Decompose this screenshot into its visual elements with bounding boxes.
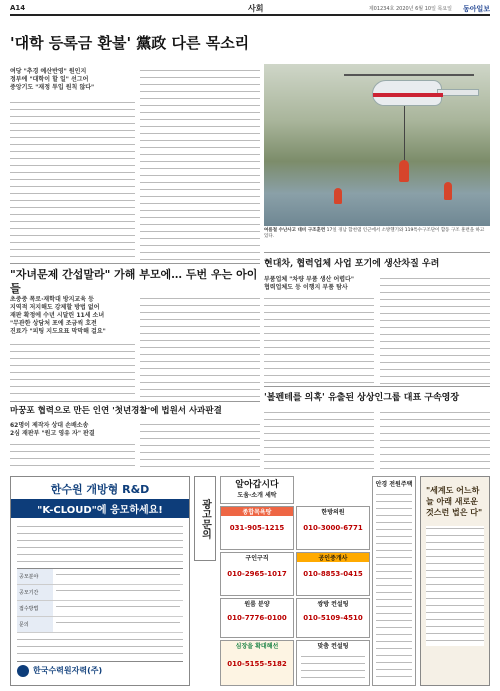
classified-label: 쌍방 컨설팅	[317, 601, 349, 608]
article5-body-col1	[10, 442, 135, 472]
classified-phone: 010-8853-0415	[303, 570, 363, 578]
ad-table-row	[17, 569, 183, 585]
subhead-line: 정부에 "대학이 할 일" 선그어	[10, 76, 89, 83]
helicopter	[372, 80, 442, 106]
subhead-line: 초중중 폭로·재학대 방지교육 등	[10, 296, 94, 303]
article5-subhead	[10, 422, 135, 438]
classified-cell[interactable]	[220, 506, 294, 550]
classified-phone: 010-7776-0100	[227, 614, 287, 622]
classifieds-block	[220, 476, 370, 686]
ad-table-row	[17, 585, 183, 601]
rescuer-figure	[399, 160, 409, 182]
classified-phone: 010-5109-4510	[303, 614, 363, 622]
ad-row-label: 공모분야	[17, 569, 53, 584]
article3-body-col1	[264, 296, 374, 384]
ad-title: 한수원 개방형 R&D	[50, 483, 150, 496]
classified-cell[interactable]	[220, 640, 294, 686]
classified-phone: 031-905-1215	[229, 524, 285, 532]
classified-cell[interactable]	[296, 506, 370, 550]
article3-body-col2	[380, 276, 490, 384]
classified-cell[interactable]	[296, 640, 370, 686]
classified-phone: 010-3000-6771	[303, 524, 363, 532]
rescue-photo	[264, 64, 490, 226]
khnp-name: 한국수력원자력(주)	[33, 666, 103, 675]
classified-phone: 010-2965-1017	[227, 570, 287, 578]
article2-body-col1	[10, 342, 135, 398]
newspaper-logo: 동아일보	[462, 5, 490, 13]
ad-inquiry-label: 광고문의	[199, 498, 211, 539]
article1-body-col2	[140, 68, 260, 260]
classified-label: 원룸 분양	[244, 601, 270, 608]
article4-body-col2	[380, 410, 490, 472]
subhead-line: 중앙기도 "재정 투입 원칙 않다"	[10, 84, 95, 91]
article1-headline[interactable]: '대학 등록금 환불' 黨政 다른 목소리	[10, 34, 250, 52]
divider	[10, 401, 260, 402]
issue-date: 제01234호 2020년 6월 10일 목요일	[368, 6, 452, 12]
divider	[264, 252, 490, 253]
right-ad[interactable]	[420, 476, 490, 686]
subhead-line: 62명이 제작자 상대 손배소송	[10, 422, 89, 429]
classified-cell[interactable]	[220, 476, 294, 504]
classified-cell[interactable]	[220, 552, 294, 596]
divider	[10, 263, 260, 264]
classified-label: 한방의원	[321, 509, 345, 516]
helicopter-rotor	[344, 74, 474, 76]
subhead-line: 진료가 "피팅 지도요표 막막해 걸요"	[10, 328, 106, 335]
classified-label: 심장을 확대해선	[235, 643, 279, 650]
caption-lead: 여름철 수난사고 대비 구조훈련	[264, 228, 326, 233]
ad-row-label: 공모기간	[17, 585, 53, 600]
subhead-line: "무관한 상담처 포에 조금씩 호전	[10, 320, 97, 327]
article3-subhead	[264, 276, 374, 292]
ad-table-row	[17, 617, 183, 633]
subhead-line: 지역적 저지해도 강제할 방법 없어	[10, 304, 100, 311]
ad-row-label: 문의	[17, 617, 53, 632]
article5-body-col2	[140, 422, 260, 472]
article4-headline[interactable]: '볼펜테를 의혹' 유출된 상상인그룹 대표 구속영장	[264, 393, 460, 403]
kcloud-ad[interactable]	[10, 476, 190, 686]
housing-ad[interactable]	[372, 476, 416, 686]
subhead-line: 부품업체 "차량 부품 생산 어렵다"	[264, 276, 354, 283]
classified-phone: 010-5155-5182	[227, 660, 287, 668]
photo-caption	[264, 228, 490, 240]
article3-headline[interactable]: 현대차, 협력업체 사업 포기에 생산차질 우려	[264, 259, 440, 269]
ad-footer	[17, 661, 183, 679]
classified-label: 공인중개사	[297, 553, 369, 562]
classified-cell[interactable]	[220, 598, 294, 638]
classified-label: 종합목욕탕	[221, 507, 293, 516]
ad-table	[17, 568, 183, 633]
classified-label: 구인구직	[245, 555, 269, 562]
article2-body-col2	[140, 296, 260, 398]
subhead-line: 2심 재판부 "원고 영유 자" 판결	[10, 430, 95, 437]
article2-headline[interactable]: "자녀문제 간섭말라" 가해 부모에… 두번 우는 아이들	[10, 268, 258, 295]
article1-body-col1	[10, 100, 135, 260]
article1-subhead	[10, 68, 135, 92]
classified-cell[interactable]	[296, 598, 370, 638]
ad-row-label: 접수방법	[17, 601, 53, 616]
page-header	[10, 2, 490, 16]
ad-intro-text	[17, 524, 183, 564]
section-name: 사회	[248, 4, 264, 13]
housing-ad-title: 안경 전원주택	[375, 481, 413, 488]
right-ad-title: "세계도 어느하늘 아래 새로운 것스런 법은 다"	[426, 485, 483, 517]
ad-inquiry-column	[194, 476, 216, 561]
person-figure	[334, 188, 342, 204]
khnp-logo-icon	[17, 665, 29, 677]
classified-label: 도움·소개 세탁	[237, 492, 277, 499]
ad-subtitle: "K-CLOUD"에 응모하세요!	[11, 499, 189, 518]
article2-subhead	[10, 296, 135, 336]
classified-title: 알아갑시다	[235, 480, 279, 490]
person-figure	[444, 182, 452, 200]
page-number: A14	[10, 4, 26, 12]
ad-detail-text	[17, 637, 183, 659]
divider	[264, 386, 490, 387]
classified-label: 맞춤 컨설팅	[317, 643, 349, 650]
subhead-line: 협력업체도 등 이행지 부품 탐사	[264, 284, 348, 291]
ad-table-row	[17, 601, 183, 617]
classified-cell[interactable]	[296, 552, 370, 596]
caption-text: 17일 경남 합천댐 인근에서 소방헬기와 119특수구조단이 합동 구조 훈련을 하고 있다.	[264, 228, 485, 239]
article5-headline[interactable]: 마꿍포 협력으로 만든 인연 '첫년경찰'에 법원서 사과판결	[10, 406, 222, 416]
subhead-line: 재판 확정에 수년 시달린 11세 소녀	[10, 312, 105, 319]
subhead-line: 여당 "추경 예산반영" 원인지	[10, 68, 87, 75]
article4-body-col1	[264, 410, 374, 472]
